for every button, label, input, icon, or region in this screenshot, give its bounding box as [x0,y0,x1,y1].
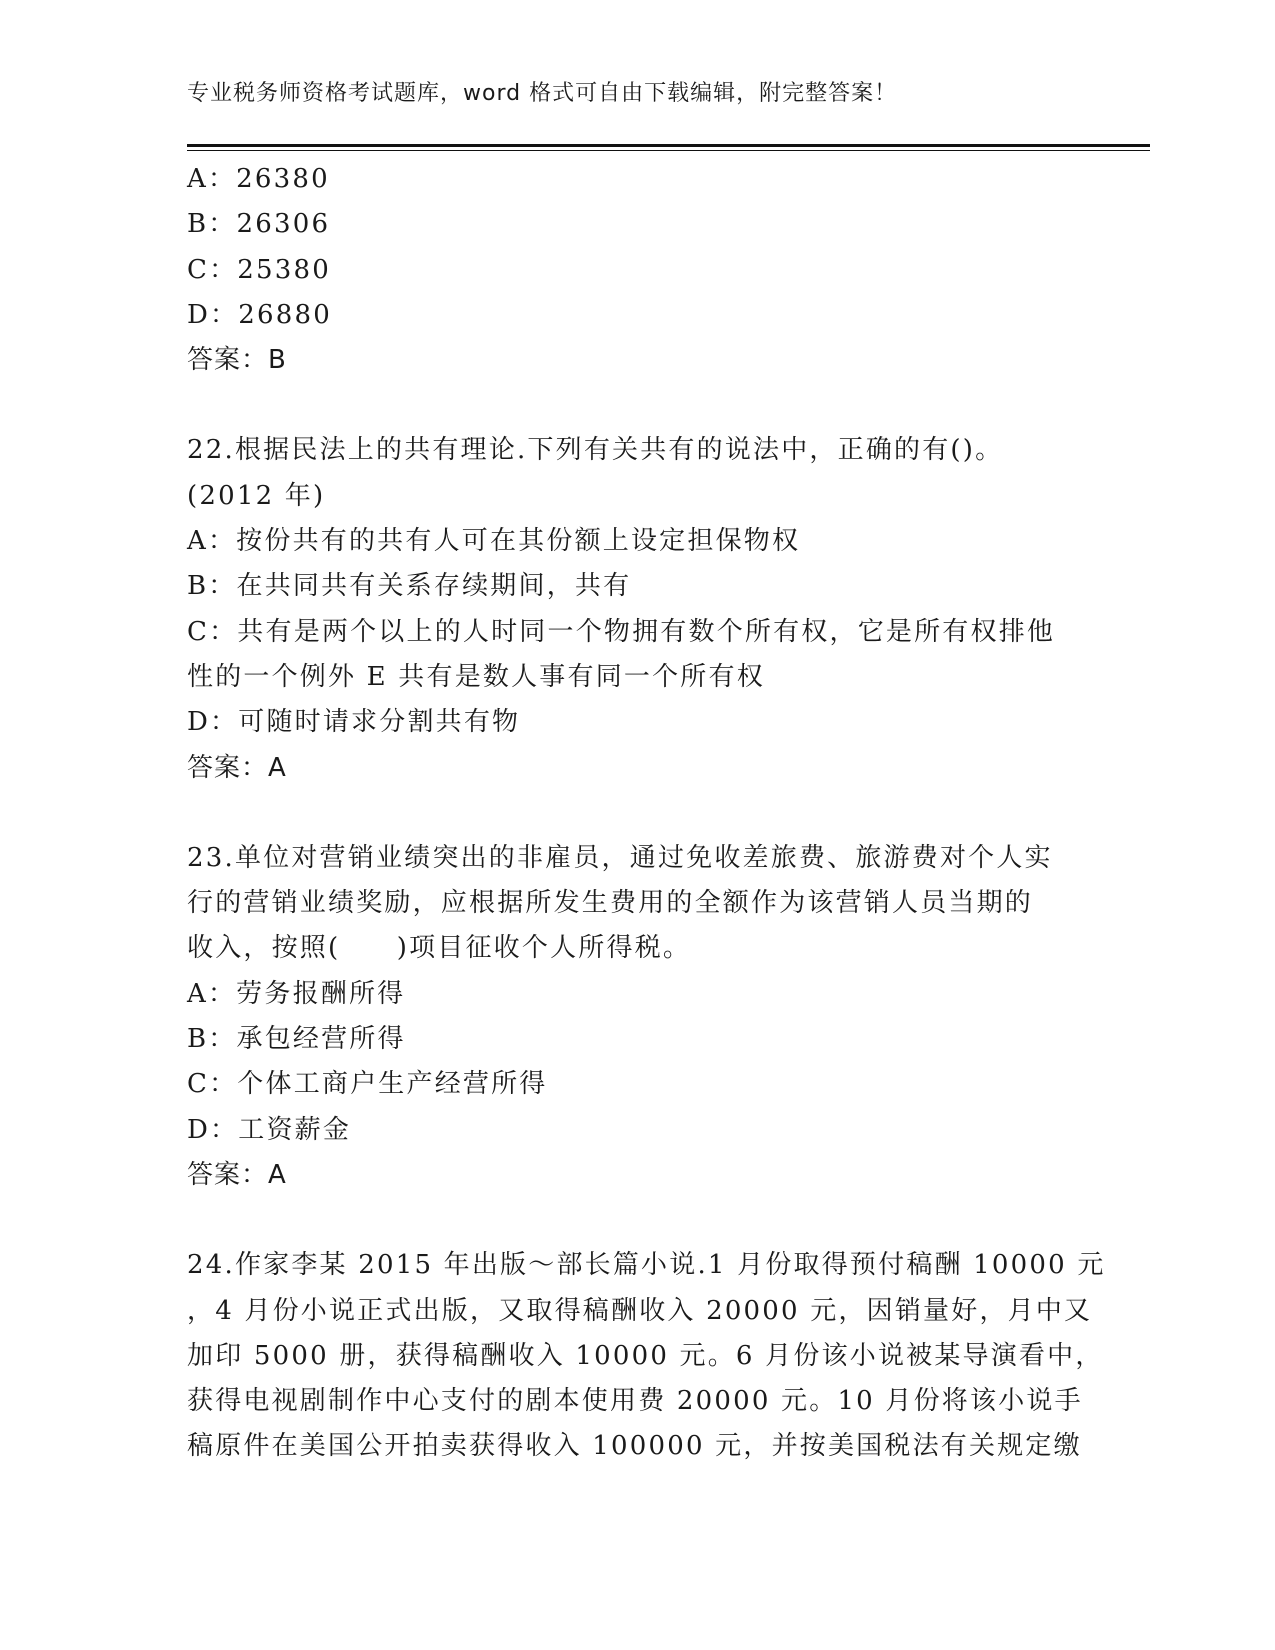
option-b: B：26306 [187,209,331,240]
question-text: 24.作家李某 2015 年出版～部长篇小说.1 月份取得预付稿酬 10000 元 [187,1250,1106,1281]
question-text: (2012 年) [187,480,326,511]
spacer [187,791,1087,836]
header-rule-thick [187,144,1150,147]
answer: 答案：A [187,752,287,783]
option-d: D：工资薪金 [187,1114,352,1145]
spacer [187,1198,1087,1243]
option-d: D：可随时请求分割共有物 [187,707,521,738]
question-text: 行的营销业绩奖励，应根据所发生费用的全额作为该营销人员当期的 [187,888,1034,919]
header-rule-thin [187,150,1150,151]
option-c: C：个体工商户生产经营所得 [187,1069,548,1100]
question-23 [187,836,1087,1198]
option-a: A：劳务报酬所得 [187,978,406,1009]
option-b: B：在共同共有关系存续期间，共有 [187,571,632,602]
answer: 答案：A [187,1159,287,1190]
option-d: D：26880 [187,299,332,330]
question-24 [187,1243,1106,1469]
question-text: ，4 月份小说正式出版，又取得稿酬收入 20000 元，因销量好，月中又 [187,1295,1093,1326]
question-text: 获得电视剧制作中心支付的剧本使用费 20000 元。10 月份将该小说手 [187,1386,1083,1417]
option-b: B：承包经营所得 [187,1024,406,1055]
question-21 [187,157,1087,383]
page-header: 专业税务师资格考试题库，word 格式可自由下载编辑，附完整答案！ [187,81,898,106]
option-a: A：26380 [187,164,330,194]
question-text: 22.根据民法上的共有理论.下列有关共有的说法中，正确的有()。 [187,435,1004,466]
question-text: 收入，按照( )项目征收个人所得税。 [187,933,692,964]
option-c: C：共有是两个以上的人时同一个物拥有数个所有权，它是所有权排他 [187,616,1056,647]
spacer [187,383,1087,428]
question-text: 稿原件在美国公开拍卖获得收入 100000 元，并按美国税法有关规定缴 [187,1431,1082,1462]
document-body [187,157,1106,1470]
question-22 [187,428,1087,790]
question-text: 23.单位对营销业绩突出的非雇员，通过免收差旅费、旅游费对个人实 [187,842,1053,873]
question-text: 加印 5000 册，获得稿酬收入 10000 元。6 月份该小说被某导演看中， [187,1340,1104,1371]
answer: 答案：B [187,345,287,376]
option-c: C：25380 [187,254,332,285]
option-c-continued: 性的一个例外 E 共有是数人事有同一个所有权 [187,661,765,692]
option-a: A：按份共有的共有人可在其份额上设定担保物权 [187,526,801,557]
